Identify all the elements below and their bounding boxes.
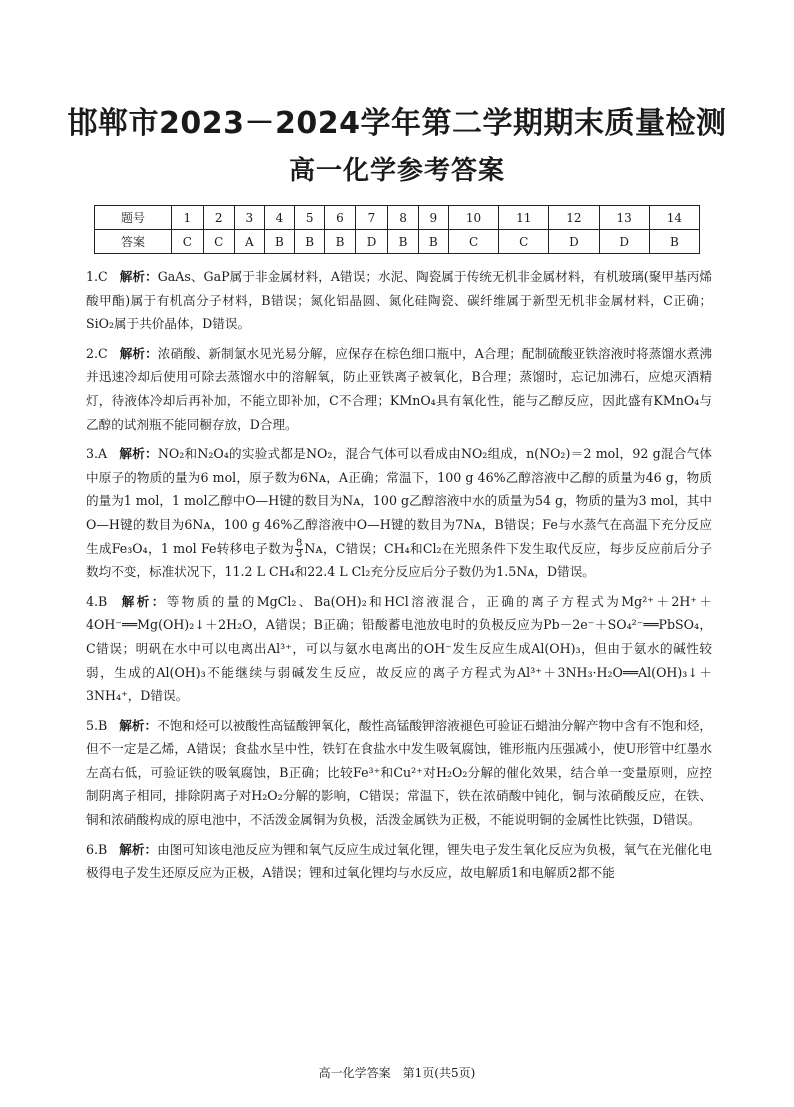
explanation-label: 解析：: [119, 269, 158, 284]
answer-cell: B: [325, 230, 355, 254]
explanation-number: 1.C: [86, 269, 108, 284]
explanation-item: [86, 838, 712, 885]
explanation-item: [86, 265, 712, 336]
answer-table: [94, 205, 700, 254]
question-number-cell: 1: [172, 206, 203, 230]
question-number-cell: 9: [418, 206, 448, 230]
question-number-cell: 7: [355, 206, 388, 230]
explanation-label: 解析：: [119, 446, 158, 462]
question-number-cell: 6: [325, 206, 355, 230]
question-number-cell: 12: [549, 206, 599, 230]
explanation-text: GaAs、GaP属于非金属材料，A错误；水泥、陶瓷属于传统无机非金属材料，有机玻璃(聚甲基丙烯酸甲酯)属于有机高分子材料，B错误；氮化铝晶圆、氮化硅陶瓷、碳纤维属于新型无机非金属材料，C正确；SiO₂属于共价晶体，D错误。: [86, 269, 712, 332]
answer-cell: D: [549, 230, 599, 254]
explanation-text: NO₂和N₂O₄的实验式都是NO₂，混合气体可以看成由NO₂组成，n(NO₂)＝2 mol，92 g混合气体中原子的物质的量为6 mol，原子数为6Nᴀ，A正确；常温下，100 g 46%乙醇溶液中乙醇的质量为46 g，物质的量为1 mol，1 mol乙醇中O—H键的数目为Nᴀ，100 g乙醇溶液中水的质量为54 g，物质的量为3 mol，其中O—H键的数目为6Nᴀ，100 g 46%乙醇溶液中O—H键的数目为7Nᴀ，B错误；Fe与水蒸气在高温下充分反应生成Fe₃O₄，1 mol Fe转移电子数为: [86, 446, 712, 556]
question-number-cell: 10: [448, 206, 498, 230]
explanation-item: [86, 590, 712, 708]
answer-cell: B: [264, 230, 294, 254]
explanation-number: 3.A: [86, 446, 108, 462]
table-header-cell: 答案: [95, 230, 172, 254]
question-number-cell: 5: [295, 206, 325, 230]
answer-cell: B: [418, 230, 448, 254]
answer-cell: D: [599, 230, 649, 254]
explanation-text: 不饱和烃可以被酸性高锰酸钾氧化，酸性高锰酸钾溶液褪色可验证石蜡油分解产物中含有不饱和烃，但不一定是乙烯，A错误；食盐水呈中性，铁钉在食盐水中发生吸氧腐蚀，锥形瓶内压强减小，使U形管中红墨水左高右低，可验证铁的吸氧腐蚀，B正确；比较Fe³⁺和Cu²⁺对H₂O₂分解的催化效果，结合单一变量原则，应控制阴离子相同，排除阴离子对H₂O₂分解的影响，C错误；常温下，铁在浓硝酸中钝化，铜与浓硝酸反应，在铁、铜和浓硝酸构成的原电池中，不活泼金属铜为负极，活泼金属铁为正极，不能说明铜的金属性比铁强，D错误。: [86, 717, 713, 828]
answer-cell: C: [172, 230, 203, 254]
fraction-numerator: 8: [296, 537, 303, 549]
explanation-number: 6.B: [86, 841, 108, 857]
answer-cell: B: [649, 230, 699, 254]
answer-cell: D: [355, 230, 388, 254]
explanation-label: 解析：: [119, 345, 158, 361]
question-number-cell: 8: [388, 206, 418, 230]
explanation-item: [86, 442, 712, 584]
page-footer: 高一化学答案 第1页(共5页): [318, 1066, 476, 1080]
answer-cell: C: [499, 230, 549, 254]
answer-cell: C: [203, 230, 234, 254]
explanations-list: [86, 265, 712, 891]
table-header-cell: 题号: [95, 206, 172, 230]
explanation-text: 浓硝酸、新制氯水见光易分解，应保存在棕色细口瓶中，A合理；配制硫酸亚铁溶液时将蒸馏水煮沸并迅速冷却后使用可除去蒸馏水中的溶解氧，防止亚铁离子被氧化，B合理；蒸馏时，忘记加沸石，应熄灭酒精灯，待液体冷却后再补加，不能立即补加，C不合理；KMnO₄具有氧化性，能与乙醇反应，因此盛有KMnO₄与乙醇的试剂瓶不能同橱存放，D合理。: [86, 345, 712, 432]
explanation-number: 4.B: [86, 593, 108, 609]
question-number-cell: 2: [203, 206, 234, 230]
question-number-cell: 14: [649, 206, 699, 230]
explanation-text: Nᴀ，C错误；CH₄和Cl₂在光照条件下发生取代反应，每步反应前后分子数均不变，标准状况下，11.2 L CH₄和22.4 L Cl₂充分反应后分子数仍为1.5Nᴀ，D错误。: [86, 540, 712, 580]
explanation-text: 等物质的量的MgCl₂、Ba(OH)₂和HCl溶液混合，正确的离子方程式为Mg²⁺＋2H⁺＋4OH⁻══Mg(OH)₂↓＋2H₂O，A错误；B正确；铅酸蓄电池放电时的负极反应为Pb－2e⁻＋SO₄²⁻══PbSO₄，C错误；明矾在水中可以电离出Al³⁺，可以与氨水电离出的OH⁻发生反应生成Al(OH)₃，但由于氨水的碱性较弱，生成的Al(OH)₃不能继续与弱碱发生反应，故反应的离子方程式为Al³⁺＋3NH₃·H₂O══Al(OH)₃↓＋3NH₄⁺，D错误。: [86, 593, 712, 704]
answer-table-number-row: [95, 206, 700, 230]
explanation-label: 解析：: [119, 593, 167, 609]
question-number-cell: 13: [599, 206, 649, 230]
question-number-cell: 4: [264, 206, 294, 230]
explanation-text: 由图可知该电池反应为锂和氧气反应生成过氧化锂，锂失电子发生氧化反应为负极，氧气在光催化电极得电子发生还原反应为正极，A错误；锂和过氧化锂均与水反应，故电解质1和电解质2都不能: [86, 841, 713, 881]
explanation-label: 解析：: [119, 841, 158, 857]
question-number-cell: 11: [499, 206, 549, 230]
answer-cell: A: [234, 230, 264, 254]
explanation-item: [86, 714, 712, 832]
explanation-number: 5.B: [86, 717, 108, 733]
answer-cell: B: [388, 230, 418, 254]
page-subtitle: 高一化学参考答案: [288, 156, 505, 186]
answer-cell: B: [295, 230, 325, 254]
explanation-number: 2.C: [86, 345, 108, 361]
question-number-cell: 3: [234, 206, 264, 230]
fraction: [295, 539, 303, 560]
fraction-denominator: 3: [296, 548, 303, 560]
page-title: 邯郸市2023－2024学年第二学期期末质量检测: [67, 106, 727, 141]
explanation-item: [86, 342, 712, 436]
answer-table-answer-row: [95, 230, 700, 254]
answer-cell: C: [448, 230, 498, 254]
explanation-label: 解析：: [119, 717, 158, 733]
